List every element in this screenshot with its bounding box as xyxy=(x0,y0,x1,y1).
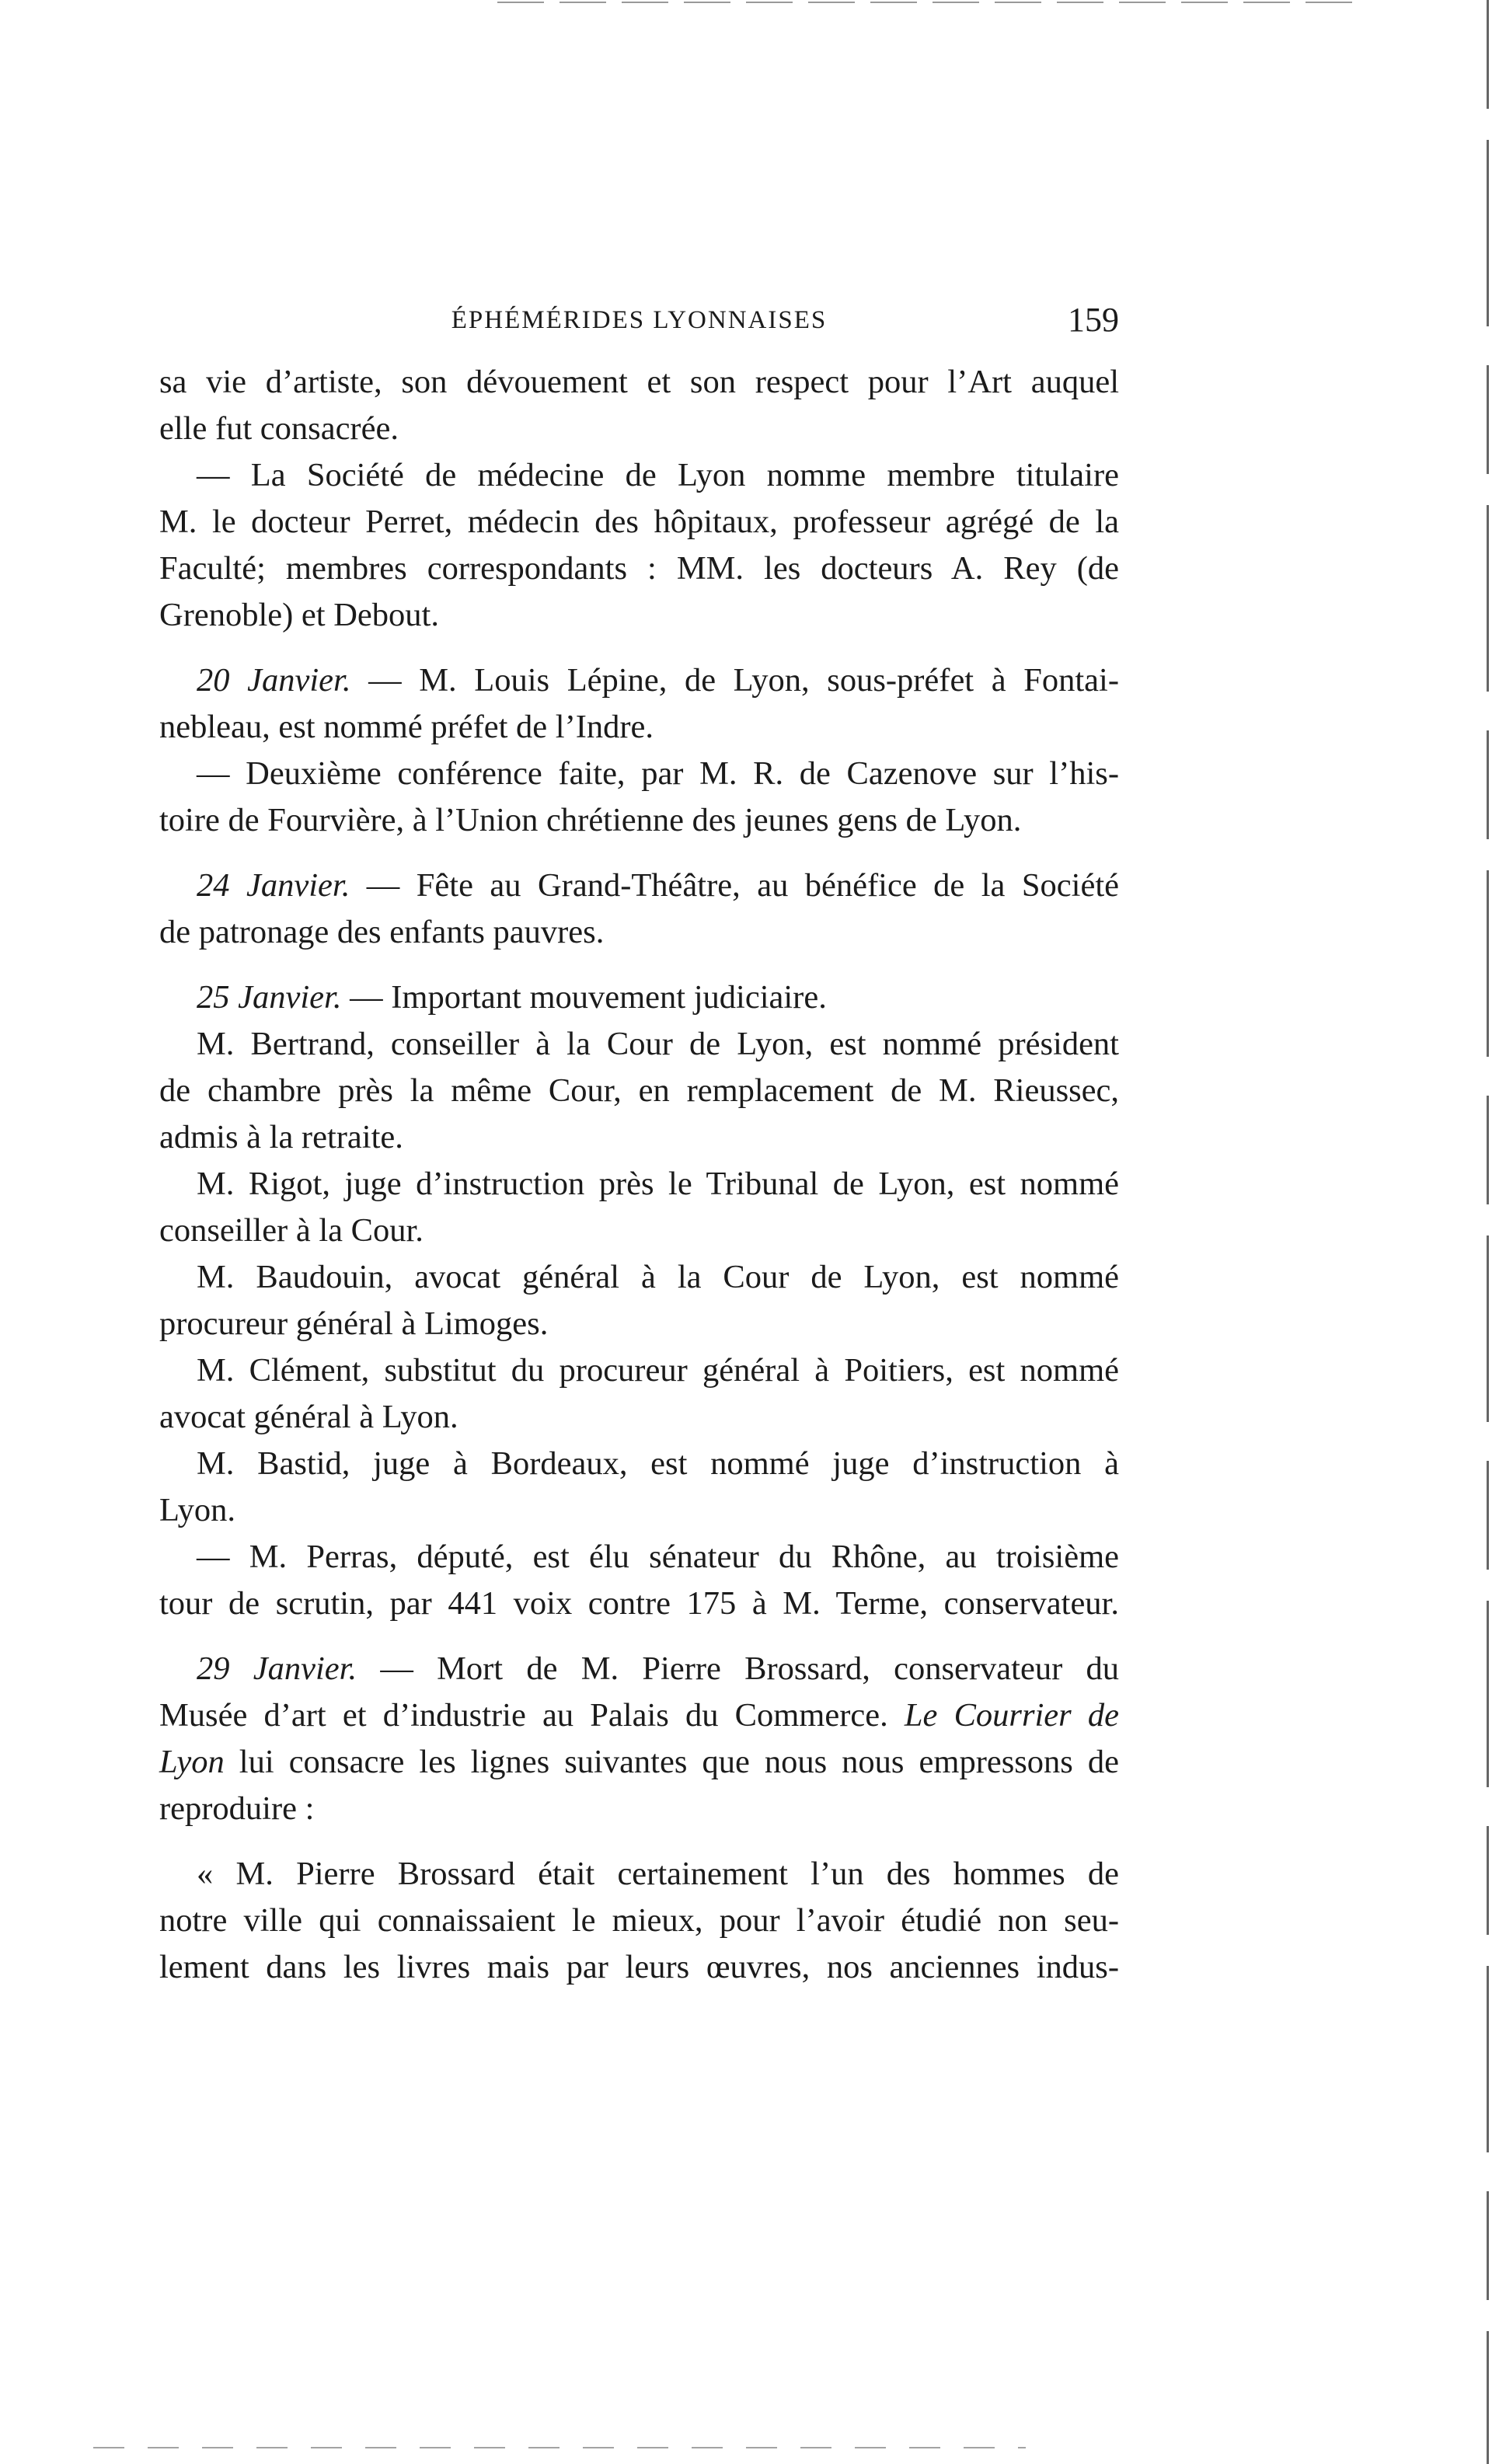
text-line xyxy=(159,974,1119,1021)
entry-text: lui consacre les lignes suivantes que nous nous empressons de xyxy=(224,1744,1119,1780)
text-line: tour de scrutin, par 441 voix contre 175 à M. Terme, conservateur. xyxy=(159,1585,1119,1622)
scan-edge-top xyxy=(497,2,1352,3)
text-line: — Deuxième conférence faite, par M. R. de Cazenove sur l’his- xyxy=(197,755,1119,792)
entry-text: — Mort de M. Pierre Brossard, conservateur du xyxy=(357,1650,1119,1687)
entry-text: Musée d’art et d’industrie au Palais du Commerce. xyxy=(159,1697,905,1734)
text-line: M. Bastid, juge à Bordeaux, est nommé juge d’instruction à xyxy=(197,1445,1119,1482)
text-line: M. Bertrand, conseiller à la Cour de Lyon, est nommé président xyxy=(197,1026,1119,1062)
entry-date: 20 Janvier. xyxy=(197,662,351,699)
text-line: — La Société de médecine de Lyon nomme membre titulaire xyxy=(197,457,1119,493)
text-line: elle fut consacrée. xyxy=(159,410,399,447)
entry-date: 24 Janvier. xyxy=(197,867,350,904)
entry-text: — Fête au Grand-Théâtre, au bénéfice de la Société xyxy=(350,867,1119,904)
text-line: toire de Fourvière, à l’Union chrétienne des jeunes gens de Lyon. xyxy=(159,802,1022,838)
text-line xyxy=(159,1646,1119,1692)
entry-date: 29 Janvier. xyxy=(197,1650,357,1687)
quotation xyxy=(159,1851,1119,1991)
entry-text: — Important mouvement judiciaire. xyxy=(341,979,827,1016)
entry-24-janvier xyxy=(159,863,1119,956)
page-header xyxy=(159,297,1119,343)
text-line: M. Clément, substitut du procureur général à Poitiers, est nommé xyxy=(197,1352,1119,1389)
paragraph-societe-medecine xyxy=(159,452,1119,639)
text-line xyxy=(159,1739,1119,1786)
running-title: ÉPHÉMÉRIDES LYONNAISES xyxy=(451,306,828,334)
page-body xyxy=(159,359,1119,1991)
text-line: nebleau, est nommé préfet de l’Indre. xyxy=(159,709,654,745)
text-line xyxy=(159,1692,1119,1739)
text-line: Grenoble) et Debout. xyxy=(159,597,439,633)
text-line: de patronage des enfants pauvres. xyxy=(159,914,605,950)
text-line: admis à la retraite. xyxy=(159,1119,403,1155)
text-line: — M. Perras, député, est élu sénateur du Rhône, au troisième xyxy=(197,1539,1119,1575)
text-line: conseiller à la Cour. xyxy=(159,1212,424,1249)
text-line: Faculté; membres correspondants : MM. les docteurs A. Rey (de xyxy=(159,550,1119,587)
entry-date: 25 Janvier. xyxy=(197,979,342,1016)
text-line: « M. Pierre Brossard était certainement l’un des hommes de xyxy=(197,1856,1119,1892)
text-line: M. Baudouin, avocat général à la Cour de Lyon, est nommé xyxy=(197,1259,1119,1295)
scan-edge-right xyxy=(1487,0,1489,2464)
entry-25-janvier xyxy=(159,974,1119,1627)
text-line xyxy=(159,657,1119,704)
text-line: avocat général à Lyon. xyxy=(159,1399,458,1435)
text-line: M. Rigot, juge d’instruction près le Tribunal de Lyon, est nommé xyxy=(197,1166,1119,1202)
text-line: notre ville qui connaissaient le mieux, pour l’avoir étudié non seu- xyxy=(159,1902,1119,1939)
text-line: M. le docteur Perret, médecin des hôpitaux, professeur agrégé de la xyxy=(159,504,1119,540)
text-line: lement dans les livres mais par leurs œuvres, nos anciennes indus- xyxy=(159,1949,1119,1985)
entry-text: — M. Louis Lépine, de Lyon, sous-préfet à Fontai- xyxy=(350,662,1119,699)
text-line: procureur général à Limoges. xyxy=(159,1305,549,1342)
text-line: de chambre près la même Cour, en remplacement de M. Rieussec, xyxy=(159,1072,1119,1109)
entry-29-janvier xyxy=(159,1646,1119,1991)
newspaper-title: Le Courrier de xyxy=(904,1697,1119,1734)
scan-edge-bottom xyxy=(93,2447,1026,2448)
paragraph-continuation xyxy=(159,359,1119,452)
text-line: Lyon. xyxy=(159,1492,235,1528)
text-line: sa vie d’artiste, son dévouement et son respect pour l’Art auquel xyxy=(159,364,1119,400)
text-line xyxy=(159,863,1119,909)
entry-20-janvier xyxy=(159,657,1119,844)
page-number: 159 xyxy=(1068,301,1119,339)
text-line: reproduire : xyxy=(159,1790,315,1827)
newspaper-title: Lyon xyxy=(159,1744,225,1780)
